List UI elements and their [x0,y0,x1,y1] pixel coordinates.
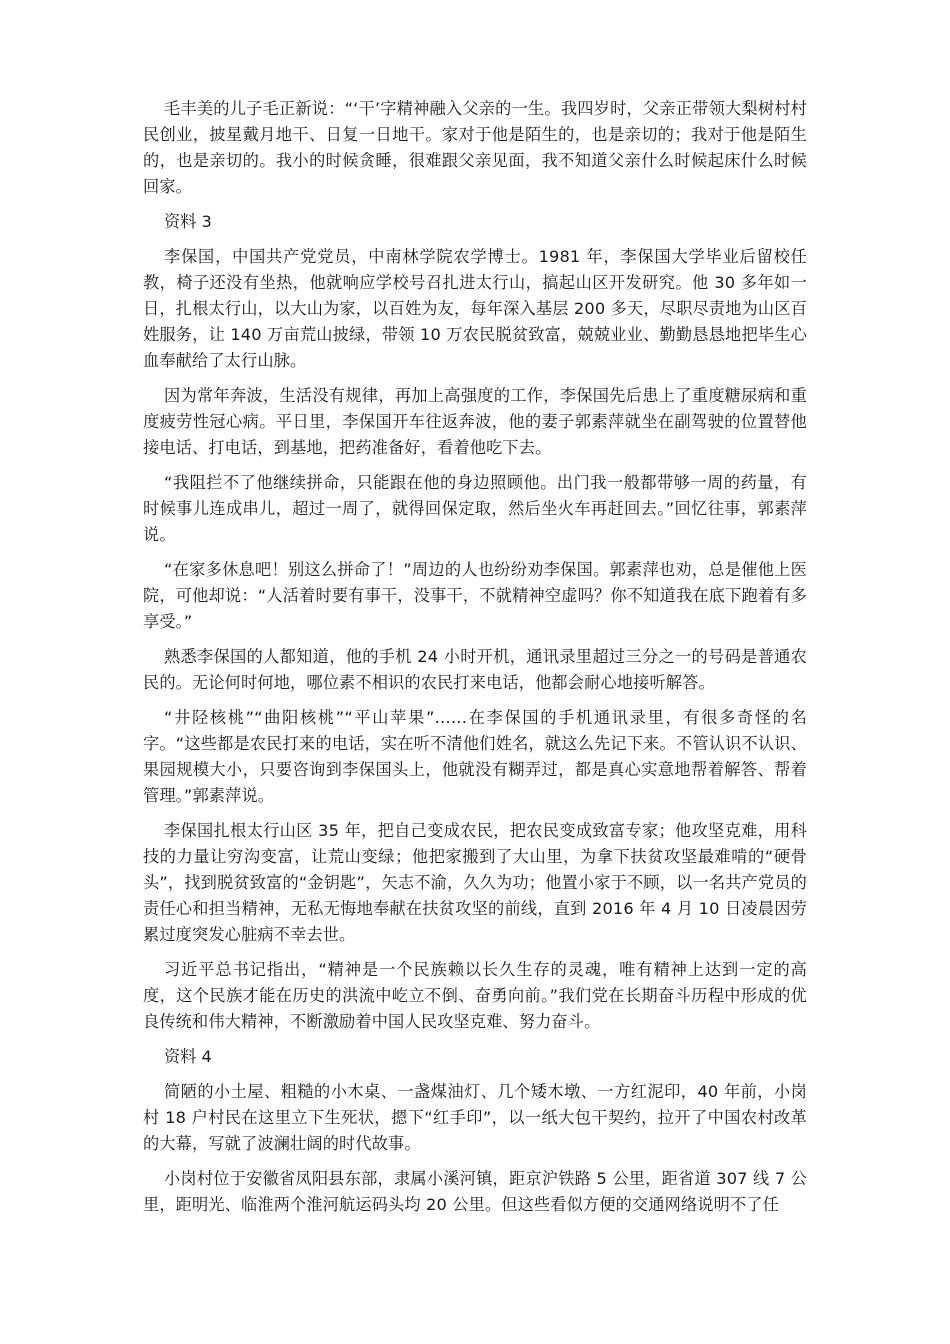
paragraph-contacts: “井陉核桃”“曲阳核桃”“平山苹果”……在李保国的手机通讯录里，有很多奇怪的名字。“这些都是农民打来的电话，实在听不清他们姓名，就这么先记下来。不管认识不认识、果园规模大小，只要咨询到李保国头上，他就没有糊弄过，都是真心实意地帮着解答、帮着管理。”郭素萍说。 [143,708,807,805]
paragraph-xi-quote: 习近平总书记指出，“精神是一个民族赖以长久生存的灵魂，唯有精神上达到一定的高度，这个民族才能在历史的洪流中屹立不倒、奋勇向前。”我们党在长期奋斗历程中形成的优良传统和伟大精神，不断激励着中国人民攻坚克难、努力奋斗。 [143,960,807,1031]
heading-material-3: 资料 3 [164,212,212,231]
paragraph-illness: 因为常年奔波，生活没有规律，再加上高强度的工作，李保国先后患上了重度糖尿病和重度疲劳性冠心病。平日里，李保国开车往返奔波，他的妻子郭素萍就坐在副驾驶的位置替他接电话、打电话，到基地，把药准备好，看着他吃下去。 [143,386,807,457]
paragraph-phone: 熟悉李保国的人都知道，他的手机 24 小时开机，通讯录里超过三分之一的号码是普通农民的。无论何时何地，哪位素不相识的农民打来电话，他都会耐心地接听解答。 [143,647,807,692]
heading-material-4: 资料 4 [164,1047,212,1066]
paragraph-li-baoguo-intro: 李保国，中国共产党党员，中南林学院农学博士。1981 年，李保国大学毕业后留校任教，椅子还没有坐热，他就响应学校号召扎进太行山，搞起山区开发研究。他 30 多年如一日，扎根太行山，以大山为家，以百姓为友，每年深入基层 200 多天，尽职尽责地为山区百姓服务，让 140 万亩荒山披绿，带领 10 万农民脱贫致富，兢兢业业、勤勤恳恳地把毕生心血奉献给了太行山脉。 [143,247,807,370]
paragraph-35-years: 李保国扎根太行山区 35 年，把自己变成农民，把农民变成致富专家；他攻坚克难，用科技的力量让穷沟变富，让荒山变绿；他把家搬到了大山里，为拿下扶贫攻坚最难啃的“硬骨头”，找到脱贫致富的“金钥匙”，矢志不渝，久久为功；他置小家于不顾，以一名共产党员的责任心和担当精神，无私无悔地奉献在扶贫攻坚的前线，直到 2016 年 4 月 10 日凌晨因劳累过度突发心脏病不幸去世。 [143,821,807,944]
document-page [143,96,807,1227]
paragraph-mao-zhengxin: 毛丰美的儿子毛正新说：“‘干’字精神融入父亲的一生。我四岁时，父亲正带领大梨树村村民创业，披星戴月地干、日复一日地干。家对于他是陌生的，也是亲切的；我对于他是陌生的，也是亲切的。我小的时候贪睡，很难跟父亲见面，我不知道父亲什么时候起床什么时候回家。 [143,99,807,196]
paragraph-xiaogang-history: 简陋的小土屋、粗糙的小木桌、一盏煤油灯、几个矮木墩、一方红泥印，40 年前，小岗村 18 户村民在这里立下生死状，摁下“红手印”，以一纸大包干契约，拉开了中国农村改革的大幕，写就了波澜壮阔的时代故事。 [143,1082,807,1153]
paragraph-xiaogang-location: 小岗村位于安徽省凤阳县东部，隶属小溪河镇，距京沪铁路 5 公里，距省道 307 线 7 公里，距明光、临淮两个淮河航运码头均 20 公里。但这些看似方便的交通网络说明不了任 [143,1169,807,1214]
paragraph-wife-quote: “我阻拦不了他继续拼命，只能跟在他的身边照顾他。出门我一般都带够一周的药量，有时候事儿连成串儿，超过一周了，就得回保定取，然后坐火车再赶回去。”回忆往事，郭素萍说。 [143,473,807,544]
paragraph-rest-advice: “在家多休息吧！别这么拼命了！”周边的人也纷纷劝李保国。郭素萍也劝，总是催他上医院，可他却说：“人活着时要有事干，没事干，不就精神空虚吗？你不知道我在底下跑着有多享受。” [143,560,807,631]
